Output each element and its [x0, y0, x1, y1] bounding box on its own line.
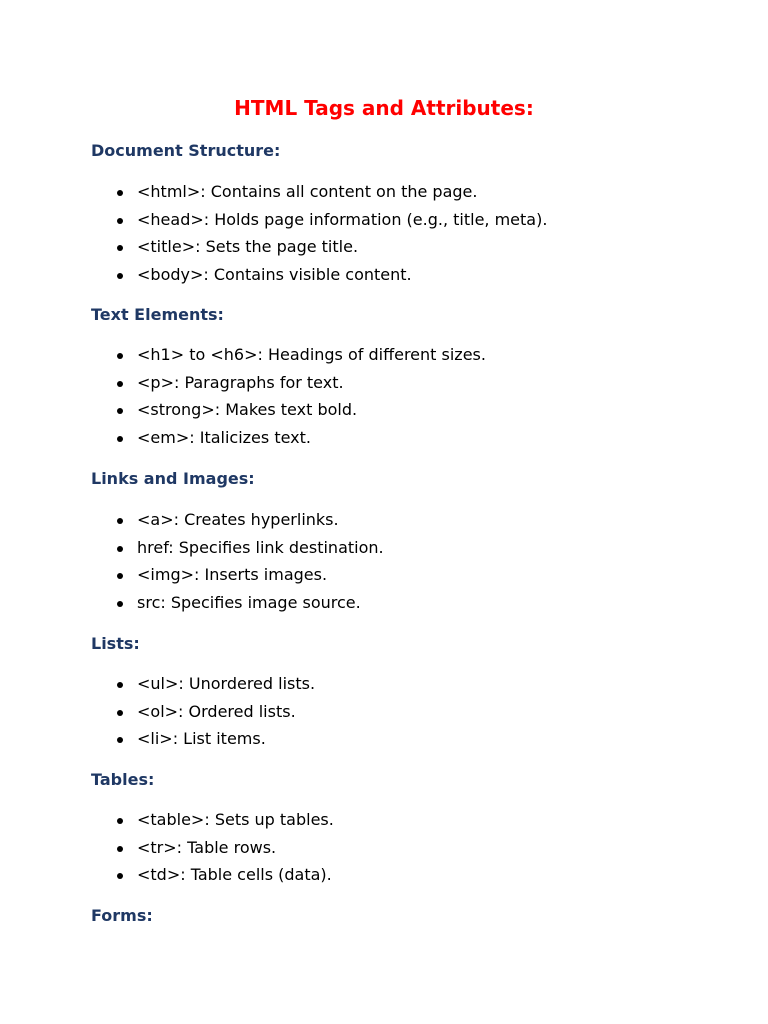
- bullet-icon: [117, 218, 123, 224]
- list-item-text: href: Specifies link destination.: [137, 537, 384, 557]
- bullet-icon: [117, 436, 123, 442]
- bullet-icon: [117, 518, 123, 524]
- list-item-text: <table>: Sets up tables.: [137, 810, 334, 829]
- bullet-icon: [117, 601, 123, 607]
- list-item-text: <ol>: Ordered lists.: [137, 701, 296, 721]
- section-heading-tables: Tables:: [91, 770, 155, 789]
- list-item-text: <em>: Italicizes text.: [137, 427, 311, 447]
- list-item-text: <head>: Holds page information (e.g., title, meta).: [137, 209, 548, 229]
- bullet-icon: [117, 682, 123, 688]
- list-item-text: <title>: Sets the page title.: [137, 237, 359, 257]
- bullet-icon: [117, 381, 123, 387]
- bullet-icon: [117, 546, 123, 552]
- list-item-text: <html>: Contains all content on the page.: [137, 182, 478, 201]
- bullet-icon: [117, 353, 123, 359]
- list-item-text: <td>: Table cells (data).: [137, 865, 332, 885]
- section-heading-lists: Lists:: [91, 634, 140, 653]
- bullet-icon: [117, 573, 123, 579]
- bullet-icon: [117, 737, 123, 743]
- bullet-icon: [117, 245, 123, 251]
- list-item-text: <body>: Contains visible content.: [137, 264, 412, 284]
- section-heading-links-and-images: Links and Images:: [91, 469, 255, 488]
- bullet-icon: [117, 846, 123, 852]
- list-item-text: <li>: List items.: [137, 729, 266, 749]
- section-heading-text-elements: Text Elements:: [91, 305, 224, 324]
- bullet-icon: [117, 190, 123, 196]
- bullet-icon: [117, 710, 123, 716]
- list-item-text: <tr>: Table rows.: [137, 837, 277, 857]
- list-item-text: <ul>: Unordered lists.: [137, 674, 316, 693]
- bullet-icon: [117, 873, 123, 879]
- page-title: HTML Tags and Attributes:: [234, 96, 534, 120]
- list-item-text: <h1> to <h6>: Headings of different sizes.: [137, 345, 486, 364]
- bullet-icon: [117, 273, 123, 279]
- list-item-text: src: Specifies image source.: [137, 592, 361, 612]
- list-item-text: <img>: Inserts images.: [137, 565, 328, 585]
- section-heading-document-structure: Document Structure:: [91, 141, 281, 160]
- list-item-text: <strong>: Makes text bold.: [137, 400, 358, 420]
- list-item-text: <a>: Creates hyperlinks.: [137, 510, 339, 529]
- section-heading-forms: Forms:: [91, 906, 153, 925]
- bullet-icon: [117, 408, 123, 414]
- bullet-icon: [117, 818, 123, 824]
- list-item-text: <p>: Paragraphs for text.: [137, 372, 344, 392]
